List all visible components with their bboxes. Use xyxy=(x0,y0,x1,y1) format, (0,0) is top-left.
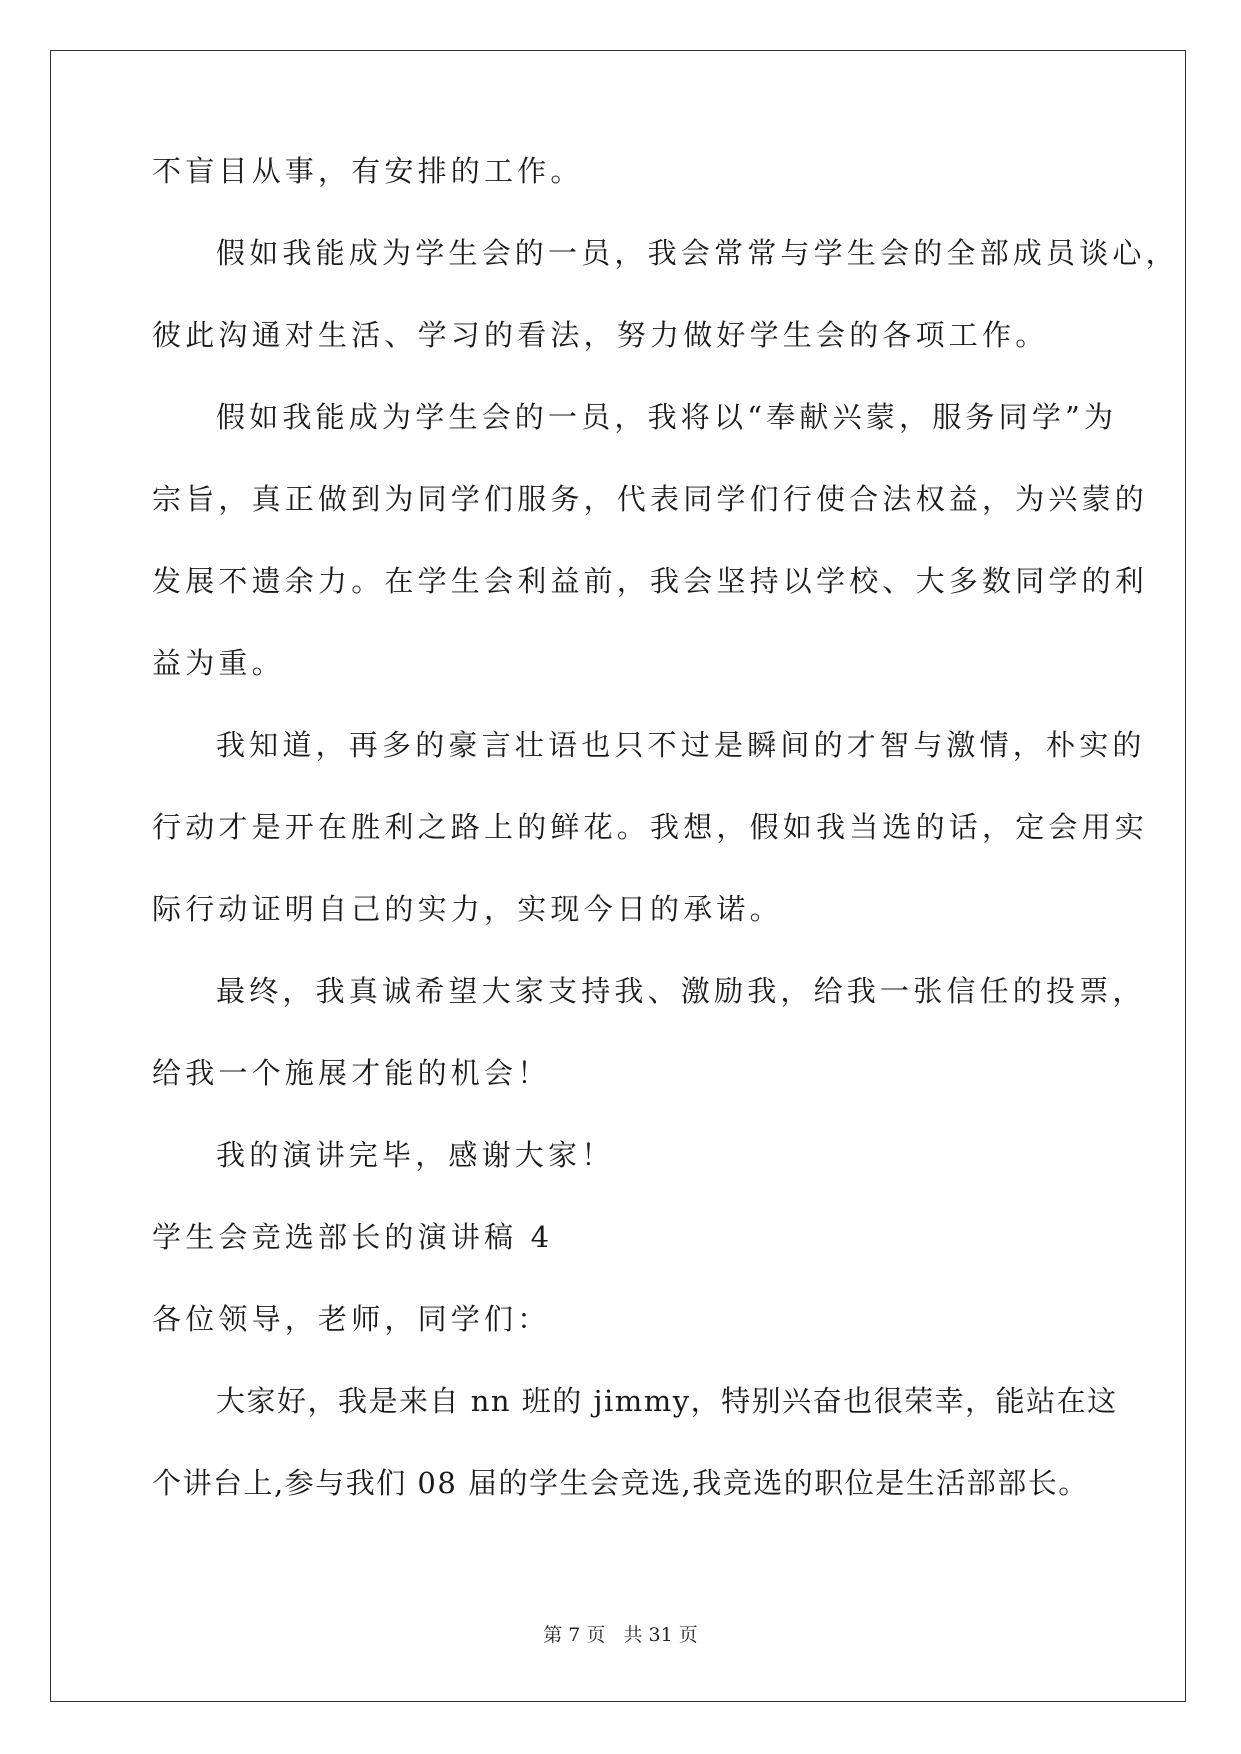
page-footer xyxy=(0,1620,1241,1647)
text-line: 宗旨，真正做到为同学们服务，代表同学们行使合法权益，为兴蒙的 xyxy=(152,482,1149,516)
text-line: 我的演讲完毕，感谢大家！ xyxy=(216,1138,615,1172)
total-pages: 共 31 页 xyxy=(623,1624,698,1646)
text-line: 际行动证明自己的实力，实现今日的承诺。 xyxy=(152,892,783,926)
text-line: 不盲目从事，有安排的工作。 xyxy=(152,154,584,188)
text-line: 彼此沟通对生活、学习的看法，努力做好学生会的各项工作。 xyxy=(152,318,1049,352)
salutation: 各位领导，老师，同学们： xyxy=(152,1302,551,1336)
text-line: 发展不遗余力。在学生会利益前，我会坚持以学校、大多数同学的利 xyxy=(152,564,1149,598)
text-line: 益为重。 xyxy=(152,646,285,680)
text-line: 我知道，再多的豪言壮语也只不过是瞬间的才智与激情，朴实的 xyxy=(216,728,1146,762)
text-line: 假如我能成为学生会的一员，我会常常与学生会的全部成员谈心， xyxy=(216,236,1179,270)
text-line: 假如我能成为学生会的一员，我将以“奉献兴蒙，服务同学”为 xyxy=(216,400,1118,434)
text-line: 给我一个施展才能的机会！ xyxy=(152,1056,551,1090)
section-heading: 学生会竞选部长的演讲稿 4 xyxy=(152,1220,554,1254)
text-line: 行动才是开在胜利之路上的鲜花。我想，假如我当选的话，定会用实 xyxy=(152,810,1149,844)
document-body xyxy=(152,154,1179,1524)
text-line: 个讲台上,参与我们 08 届的学生会竞选,我竞选的职位是生活部部长。 xyxy=(152,1466,1089,1500)
text-line: 最终，我真诚希望大家支持我、激励我，给我一张信任的投票， xyxy=(216,974,1146,1008)
page-number: 第 7 页 xyxy=(543,1624,606,1646)
text-line: 大家好，我是来自 nn 班的 jimmy，特别兴奋也很荣幸，能站在这 xyxy=(216,1384,1118,1418)
